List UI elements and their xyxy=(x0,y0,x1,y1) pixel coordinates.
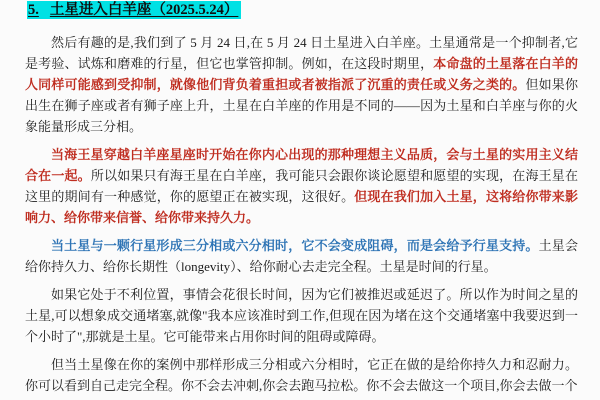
paragraph-5 xyxy=(25,354,578,396)
text-segment-red: 本命盘的土星落在白羊的人同样可能感到受抑制，就像他们背负着重担或者被指派了沉重的责任或义务之类的。 xyxy=(25,56,578,92)
text-segment-red: 但现在我们加入土星，这将给你带来影响力、给你带来信誉、给你带来持久力。 xyxy=(25,189,578,225)
section-title-highlight xyxy=(27,1,241,19)
text-segment: 如果它处于不利位置，事情会花很长时间，因为它们被推迟或延迟了。所以作为时间之星的土星,可以想象成交通堵塞,就像"我本应该准时到工作,但现在因为堵在这个交通堵塞中我要迟到一个小时了",那就是土星。它可能带来占用你时间的阻碍或障碍。 xyxy=(25,287,578,344)
section-number: 5. xyxy=(28,2,39,18)
text-segment-red: 当海王星穿越白羊座星座时开始在你内心出现的那种理想主义品质，会与土星的实用主义结合在一起。 xyxy=(25,147,578,183)
paragraph-1 xyxy=(25,32,578,137)
text-segment-blue: 当土星与一颗行星形成三分相或六分相时，它不会变成阻碍，而是会给予行星支持。 xyxy=(51,238,539,253)
text-segment: 然后有趣的是,我们到了 5 月 24 日,在 5 月 24 日土星进入白羊座。土星通常是一个抑制者,它是考验、试炼和磨难的行星，但它也掌管抑制。例如，在这段时期里， xyxy=(25,35,578,71)
paragraph-4 xyxy=(25,284,578,347)
text-segment: 土星会给你持久力、给你长期性（longevity）、给你耐心去走完全程。土星是时间的行星。 xyxy=(25,238,578,274)
paragraph-3 xyxy=(25,235,578,277)
paragraph-2 xyxy=(25,144,578,228)
text-segment: 但如果你出生在狮子座或者有狮子座上升，土星在白羊座的作用是不同的——因为土星和白羊座与你的火象能量形成三分相。 xyxy=(25,77,578,134)
section-title-text: 土星进入白羊座（2025.5.24） xyxy=(49,2,239,18)
text-segment: 所以如果只有海王星在白羊座，我可能只会跟你谈论愿望和愿望的实现，在海王星在这里的期间有一种感觉，你的愿望正在被实现，这很好。 xyxy=(25,168,578,204)
section-title xyxy=(27,1,578,19)
text-segment: 但当土星像在你的案例中那样形成三分相或六分相时，它正在做的是给你持久力和忍耐力。你可以看到自己走完全程。你不会去冲刺,你会去跑马拉松。你不会去做这一个项目,你会去做一个 xyxy=(25,357,578,393)
